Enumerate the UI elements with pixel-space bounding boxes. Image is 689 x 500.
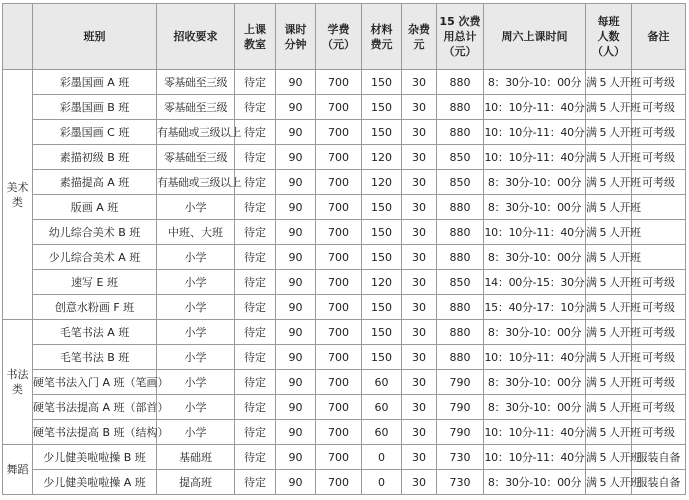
- row-note: 可考级: [632, 170, 686, 195]
- header-per-class: 每班 人数 （人）: [586, 4, 632, 70]
- row-time: 10：10分-11：40分: [484, 345, 586, 370]
- row-tuition: 700: [316, 70, 362, 95]
- row-materials: 150: [362, 245, 402, 270]
- row-misc: 30: [402, 470, 437, 495]
- row-capacity: 满 5 人开班: [586, 120, 632, 145]
- table-row: [3, 195, 686, 220]
- table-row: [3, 95, 686, 120]
- row-total: 850: [437, 170, 484, 195]
- row-requirement: 零基础至三级: [157, 95, 235, 120]
- row-capacity: 满 5 人开班: [586, 195, 632, 220]
- class-schedule-table: [2, 3, 686, 495]
- row-room: 待定: [235, 345, 276, 370]
- row-total: 850: [437, 270, 484, 295]
- row-capacity: 满 5 人开班: [586, 270, 632, 295]
- row-duration: 90: [276, 195, 316, 220]
- row-misc: 30: [402, 220, 437, 245]
- row-time: 8：30分-10：00分: [484, 70, 586, 95]
- row-misc: 30: [402, 95, 437, 120]
- row-room: 待定: [235, 145, 276, 170]
- row-time: 10：10分-11：40分: [484, 445, 586, 470]
- row-misc: 30: [402, 295, 437, 320]
- row-capacity: 满 5 人开班: [586, 70, 632, 95]
- header-duration: 课时 分钟: [276, 4, 316, 70]
- row-class-name: 创意水粉画 F 班: [33, 295, 157, 320]
- row-materials: 150: [362, 195, 402, 220]
- table-row: [3, 345, 686, 370]
- row-room: 待定: [235, 220, 276, 245]
- table-row: [3, 245, 686, 270]
- row-note: 可考级: [632, 95, 686, 120]
- row-capacity: 满 5 人开班: [586, 345, 632, 370]
- row-misc: 30: [402, 370, 437, 395]
- table-row: [3, 270, 686, 295]
- row-total: 880: [437, 95, 484, 120]
- row-room: 待定: [235, 295, 276, 320]
- row-requirement: 小学: [157, 320, 235, 345]
- row-materials: 150: [362, 295, 402, 320]
- row-capacity: 满 5 人开班: [586, 470, 632, 495]
- row-capacity: 满 5 人开班: [586, 145, 632, 170]
- row-tuition: 700: [316, 120, 362, 145]
- row-misc: 30: [402, 445, 437, 470]
- row-duration: 90: [276, 70, 316, 95]
- row-total: 730: [437, 445, 484, 470]
- row-requirement: 零基础至三级: [157, 70, 235, 95]
- row-duration: 90: [276, 320, 316, 345]
- row-duration: 90: [276, 270, 316, 295]
- row-time: 10：10分-11：40分: [484, 95, 586, 120]
- row-tuition: 700: [316, 345, 362, 370]
- row-duration: 90: [276, 395, 316, 420]
- row-duration: 90: [276, 120, 316, 145]
- header-materials: 材料 费元: [362, 4, 402, 70]
- row-duration: 90: [276, 345, 316, 370]
- table-row: [3, 170, 686, 195]
- row-duration: 90: [276, 170, 316, 195]
- row-total: 880: [437, 295, 484, 320]
- row-materials: 150: [362, 320, 402, 345]
- row-total: 880: [437, 195, 484, 220]
- row-time: 8：30分-10：00分: [484, 170, 586, 195]
- row-requirement: 中班、大班: [157, 220, 235, 245]
- row-materials: 150: [362, 220, 402, 245]
- table-row: [3, 145, 686, 170]
- row-requirement: 小学: [157, 345, 235, 370]
- row-tuition: 700: [316, 295, 362, 320]
- row-class-name: 硬笔书法入门 A 班（笔画）: [33, 370, 157, 395]
- row-capacity: 满 5 人开班: [586, 395, 632, 420]
- row-misc: 30: [402, 395, 437, 420]
- row-note: 可考级: [632, 120, 686, 145]
- row-total: 880: [437, 120, 484, 145]
- row-duration: 90: [276, 295, 316, 320]
- row-note: 可考级: [632, 295, 686, 320]
- row-room: 待定: [235, 245, 276, 270]
- row-tuition: 700: [316, 95, 362, 120]
- row-class-name: 少儿综合美术 A 班: [33, 245, 157, 270]
- row-class-name: 幼儿综合美术 B 班: [33, 220, 157, 245]
- row-materials: 150: [362, 120, 402, 145]
- row-materials: 60: [362, 370, 402, 395]
- row-note: 可考级: [632, 70, 686, 95]
- table-row: [3, 395, 686, 420]
- row-duration: 90: [276, 470, 316, 495]
- row-requirement: 小学: [157, 270, 235, 295]
- row-time: 8：30分-10：00分: [484, 370, 586, 395]
- row-class-name: 毛笔书法 B 班: [33, 345, 157, 370]
- row-duration: 90: [276, 245, 316, 270]
- row-total: 790: [437, 395, 484, 420]
- row-capacity: 满 5 人开班: [586, 170, 632, 195]
- row-requirement: 有基础或三级以上: [157, 120, 235, 145]
- row-time: 8：30分-10：00分: [484, 320, 586, 345]
- row-room: 待定: [235, 370, 276, 395]
- row-misc: 30: [402, 245, 437, 270]
- row-total: 880: [437, 320, 484, 345]
- row-materials: 0: [362, 470, 402, 495]
- row-capacity: 满 5 人开班: [586, 370, 632, 395]
- row-capacity: 满 5 人开班: [586, 95, 632, 120]
- row-tuition: 700: [316, 370, 362, 395]
- row-misc: 30: [402, 145, 437, 170]
- row-note: 可考级: [632, 320, 686, 345]
- row-requirement: 零基础至三级: [157, 145, 235, 170]
- row-class-name: 少儿健美啦啦操 B 班: [33, 445, 157, 470]
- row-class-name: 彩墨国画 B 班: [33, 95, 157, 120]
- table-row: [3, 445, 686, 470]
- row-requirement: 小学: [157, 245, 235, 270]
- row-tuition: 700: [316, 320, 362, 345]
- category-cell: 书法 类: [3, 320, 33, 445]
- table-row: [3, 120, 686, 145]
- row-time: 8：30分-10：00分: [484, 395, 586, 420]
- header-tuition: 学费 （元）: [316, 4, 362, 70]
- row-room: 待定: [235, 395, 276, 420]
- header-total: 15 次费 用总计 （元）: [437, 4, 484, 70]
- row-requirement: 提高班: [157, 470, 235, 495]
- row-materials: 150: [362, 70, 402, 95]
- row-room: 待定: [235, 320, 276, 345]
- row-tuition: 700: [316, 145, 362, 170]
- row-tuition: 700: [316, 445, 362, 470]
- row-class-name: 彩墨国画 C 班: [33, 120, 157, 145]
- row-materials: 150: [362, 345, 402, 370]
- row-class-name: 硬笔书法提高 A 班（部首）: [33, 395, 157, 420]
- header-misc: 杂费 元: [402, 4, 437, 70]
- row-time: 10：10分-11：40分: [484, 145, 586, 170]
- row-time: 10：10分-11：40分: [484, 120, 586, 145]
- row-materials: 120: [362, 170, 402, 195]
- row-misc: 30: [402, 420, 437, 445]
- row-tuition: 700: [316, 270, 362, 295]
- row-materials: 60: [362, 420, 402, 445]
- category-cell: 舞蹈: [3, 445, 33, 495]
- row-materials: 60: [362, 395, 402, 420]
- row-room: 待定: [235, 70, 276, 95]
- row-materials: 0: [362, 445, 402, 470]
- row-note: 可考级: [632, 145, 686, 170]
- row-duration: 90: [276, 420, 316, 445]
- row-tuition: 700: [316, 420, 362, 445]
- row-total: 880: [437, 220, 484, 245]
- row-room: 待定: [235, 470, 276, 495]
- row-tuition: 700: [316, 170, 362, 195]
- row-tuition: 700: [316, 470, 362, 495]
- table-row: [3, 370, 686, 395]
- row-time: 8：30分-10：00分: [484, 245, 586, 270]
- row-total: 790: [437, 370, 484, 395]
- row-note: 服装自备: [632, 470, 686, 495]
- row-note: 可考级: [632, 420, 686, 445]
- table-row: [3, 420, 686, 445]
- row-misc: 30: [402, 70, 437, 95]
- header-category: [3, 4, 33, 70]
- row-duration: 90: [276, 220, 316, 245]
- row-requirement: 小学: [157, 395, 235, 420]
- row-total: 730: [437, 470, 484, 495]
- row-class-name: 素描提高 A 班: [33, 170, 157, 195]
- row-class-name: 速写 E 班: [33, 270, 157, 295]
- category-cell: 美术 类: [3, 70, 33, 320]
- row-total: 880: [437, 345, 484, 370]
- row-time: 14：00分-15：30分: [484, 270, 586, 295]
- row-class-name: 彩墨国画 A 班: [33, 70, 157, 95]
- row-note: 可考级: [632, 270, 686, 295]
- row-materials: 120: [362, 145, 402, 170]
- row-tuition: 700: [316, 195, 362, 220]
- row-total: 850: [437, 145, 484, 170]
- header-note: 备注: [632, 4, 686, 70]
- row-requirement: 小学: [157, 370, 235, 395]
- row-requirement: 小学: [157, 295, 235, 320]
- row-duration: 90: [276, 145, 316, 170]
- row-time: 8：30分-10：00分: [484, 195, 586, 220]
- row-capacity: 满 5 人开班: [586, 245, 632, 270]
- row-requirement: 基础班: [157, 445, 235, 470]
- row-room: 待定: [235, 170, 276, 195]
- row-room: 待定: [235, 95, 276, 120]
- row-tuition: 700: [316, 245, 362, 270]
- header-requirement: 招收要求: [157, 4, 235, 70]
- row-class-name: 版画 A 班: [33, 195, 157, 220]
- row-total: 880: [437, 245, 484, 270]
- row-misc: 30: [402, 270, 437, 295]
- row-duration: 90: [276, 445, 316, 470]
- row-tuition: 700: [316, 395, 362, 420]
- row-note: 可考级: [632, 395, 686, 420]
- row-misc: 30: [402, 195, 437, 220]
- row-total: 790: [437, 420, 484, 445]
- row-misc: 30: [402, 170, 437, 195]
- header-class: 班别: [33, 4, 157, 70]
- row-materials: 120: [362, 270, 402, 295]
- table-row: [3, 295, 686, 320]
- row-note: 服装自备: [632, 445, 686, 470]
- table-row: [3, 470, 686, 495]
- row-duration: 90: [276, 370, 316, 395]
- row-capacity: 满 5 人开班: [586, 420, 632, 445]
- row-time: 8：30分-10：00分: [484, 470, 586, 495]
- row-requirement: 小学: [157, 195, 235, 220]
- row-misc: 30: [402, 120, 437, 145]
- row-total: 880: [437, 70, 484, 95]
- row-misc: 30: [402, 320, 437, 345]
- row-room: 待定: [235, 195, 276, 220]
- row-duration: 90: [276, 95, 316, 120]
- row-class-name: 素描初级 B 班: [33, 145, 157, 170]
- table-row: [3, 320, 686, 345]
- row-capacity: 满 5 人开班: [586, 320, 632, 345]
- header-row: [3, 4, 686, 70]
- row-time: 10：10分-11：40分: [484, 420, 586, 445]
- row-requirement: 小学: [157, 420, 235, 445]
- header-time: 周六上课时间: [484, 4, 586, 70]
- row-time: 15：40分-17：10分: [484, 295, 586, 320]
- table-row: [3, 220, 686, 245]
- row-note: 可考级: [632, 345, 686, 370]
- row-note: 可考级: [632, 370, 686, 395]
- row-room: 待定: [235, 420, 276, 445]
- row-capacity: 满 5 人开班: [586, 445, 632, 470]
- row-room: 待定: [235, 445, 276, 470]
- row-time: 10：10分-11：40分: [484, 220, 586, 245]
- row-tuition: 700: [316, 220, 362, 245]
- table-row: [3, 70, 686, 95]
- header-room: 上课 教室: [235, 4, 276, 70]
- row-class-name: 毛笔书法 A 班: [33, 320, 157, 345]
- row-room: 待定: [235, 120, 276, 145]
- row-materials: 150: [362, 95, 402, 120]
- row-capacity: 满 5 人开班: [586, 295, 632, 320]
- row-requirement: 有基础或三级以上: [157, 170, 235, 195]
- row-class-name: 少儿健美啦啦操 A 班: [33, 470, 157, 495]
- row-capacity: 满 5 人开班: [586, 220, 632, 245]
- row-room: 待定: [235, 270, 276, 295]
- row-misc: 30: [402, 345, 437, 370]
- row-class-name: 硬笔书法提高 B 班（结构）: [33, 420, 157, 445]
